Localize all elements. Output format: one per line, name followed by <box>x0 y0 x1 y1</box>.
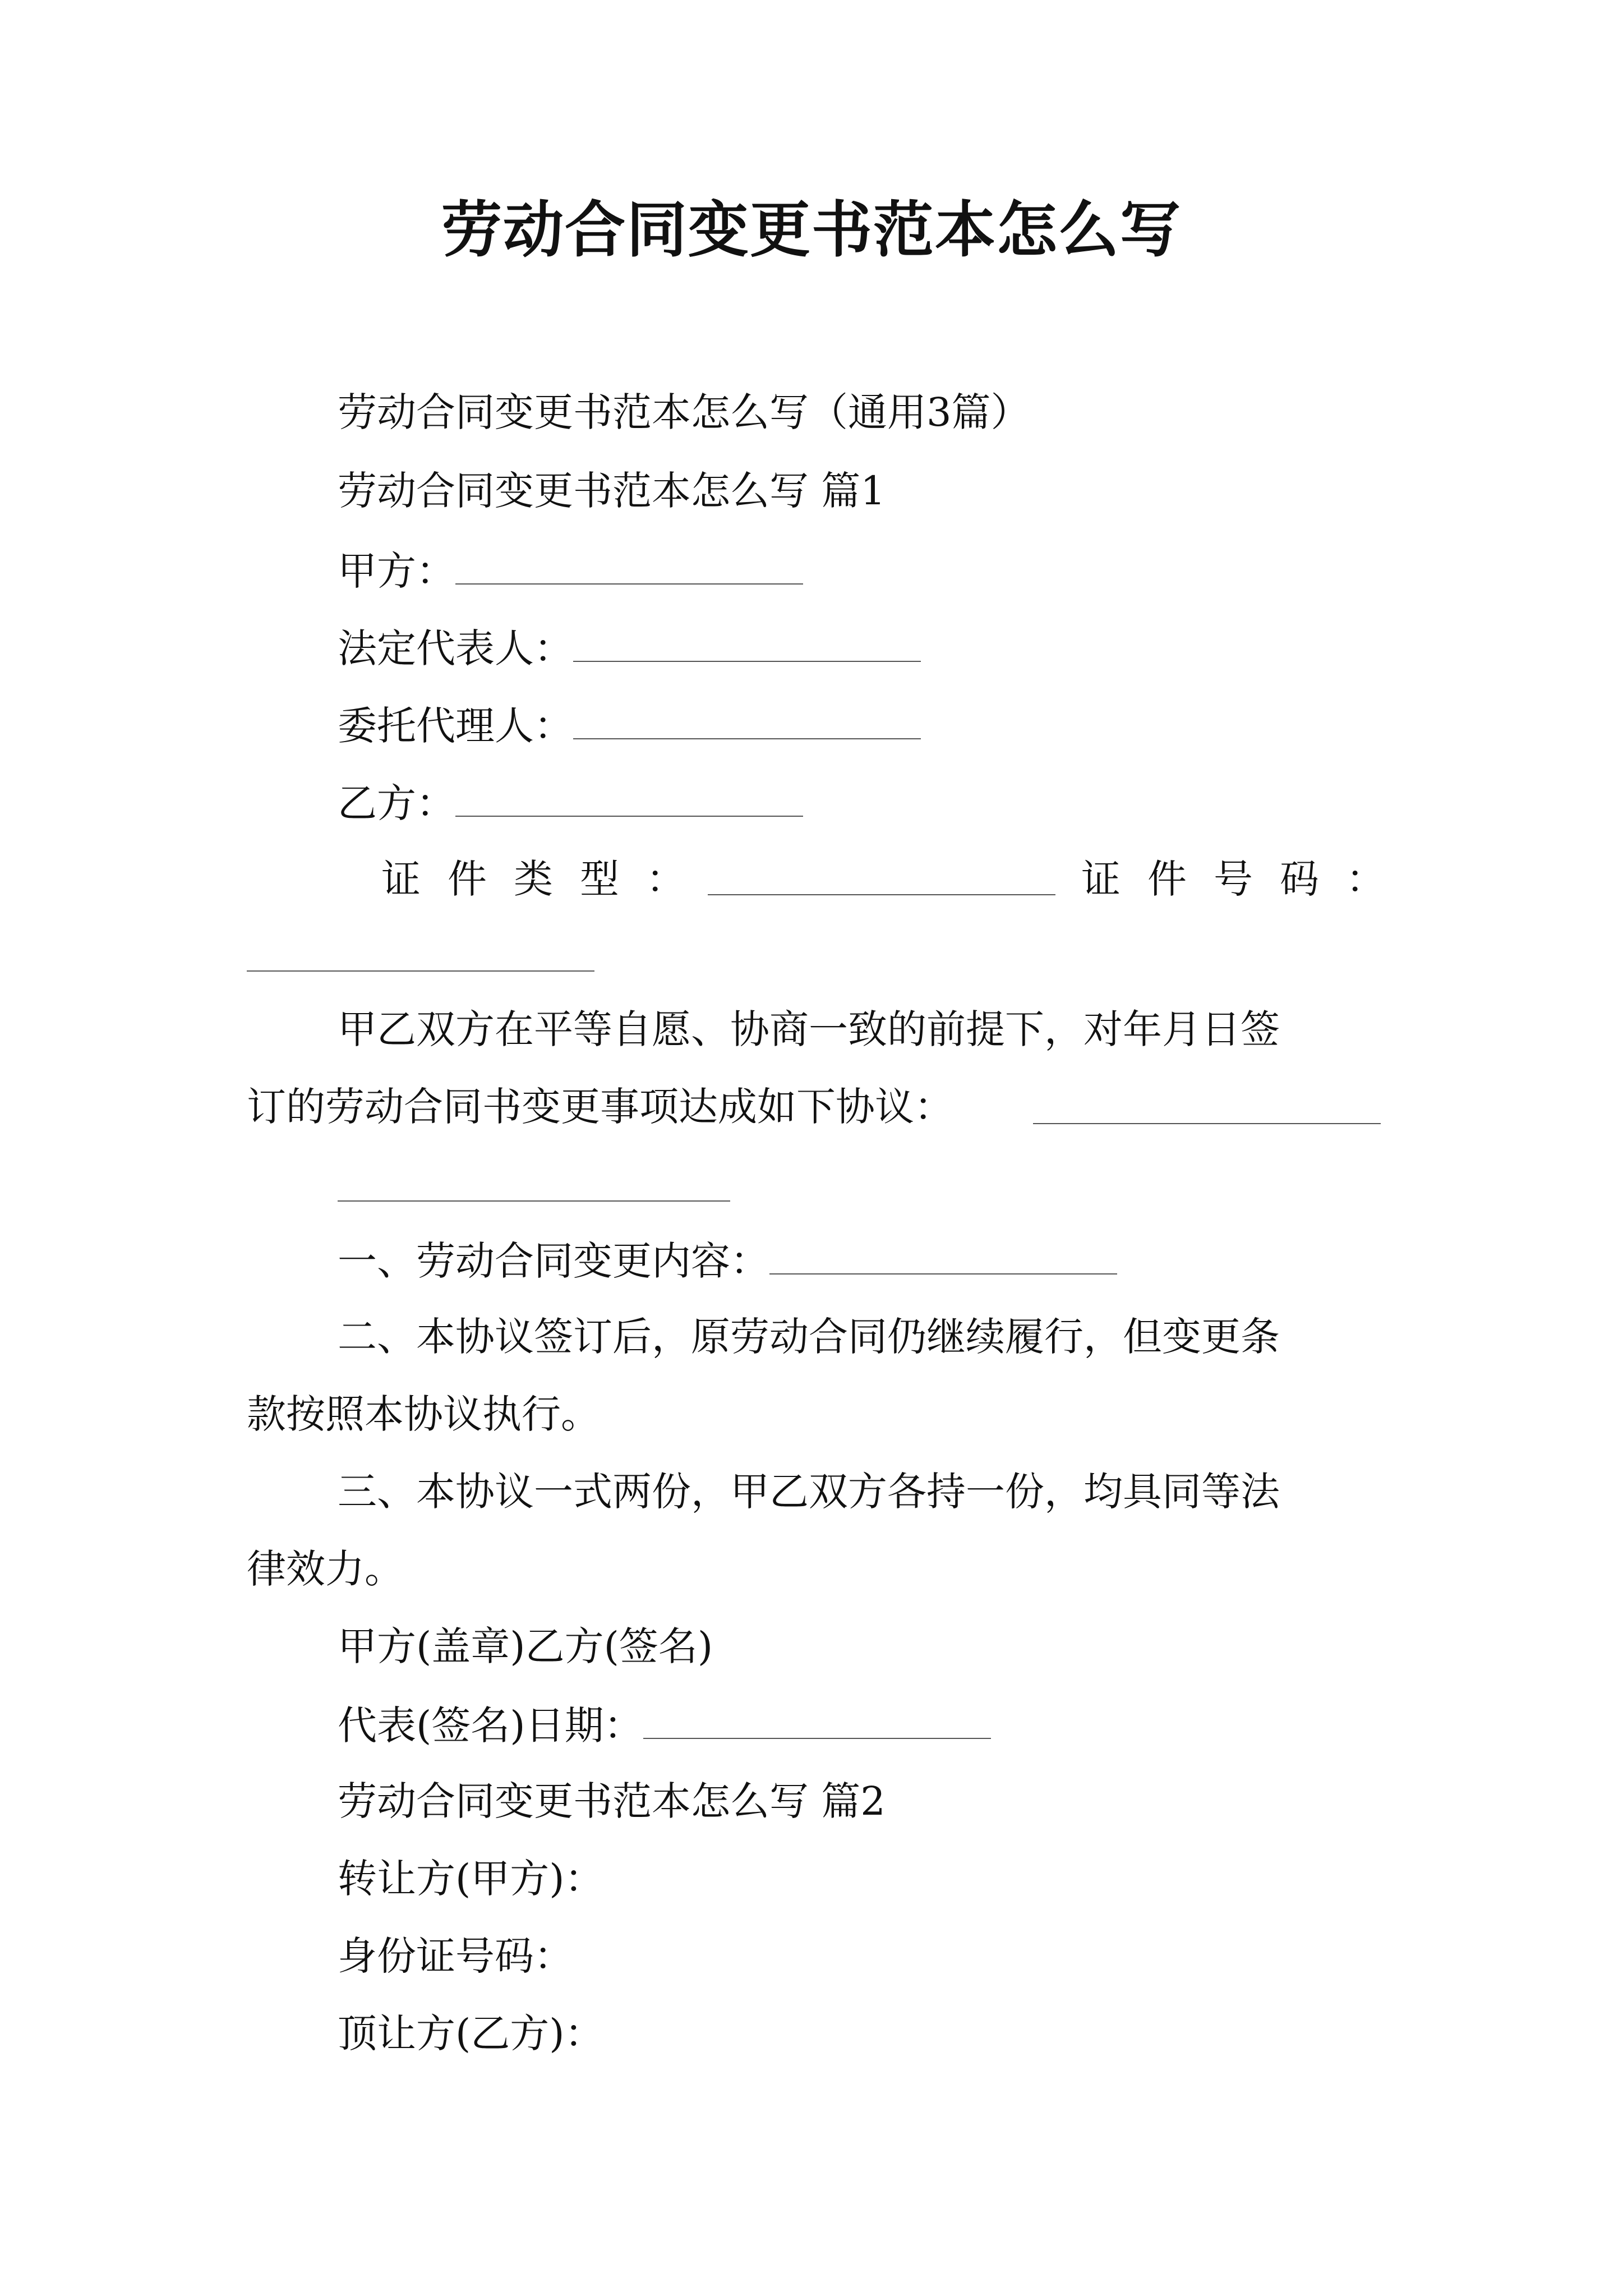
part1-heading: 劳动合同变更书范本怎么写 篇1 <box>338 468 886 514</box>
id-number-blank <box>247 970 594 972</box>
legal-rep-label: 法定代表人： <box>338 625 573 671</box>
clause-1-row <box>338 1234 1117 1286</box>
agent-label: 委托代理人： <box>338 703 573 749</box>
clause-1-blank <box>769 1234 1117 1274</box>
clause-1-label: 一、劳动合同变更内容： <box>338 1238 769 1284</box>
intro-line-2: 订的劳动合同书变更事项达成如下协议： <box>247 1084 953 1130</box>
party-a-row <box>338 544 803 596</box>
party-a-blank <box>455 544 803 585</box>
date-label: 代表(签名)日期： <box>338 1703 643 1749</box>
party-b-label: 乙方： <box>338 780 455 826</box>
transferor-label: 转让方(甲方)： <box>338 1856 604 1902</box>
agent-row <box>338 699 921 751</box>
clause-3-line-1: 三、本协议一式两份，甲乙双方各持一份，均具同等法 <box>338 1469 1280 1515</box>
intro-line-1: 甲乙双方在平等自愿、协商一致的前提下，对年月日签 <box>338 1006 1280 1052</box>
legal-rep-blank <box>573 622 921 662</box>
page-title: 劳动合同变更书范本怎么写 <box>441 195 1182 265</box>
signature-line: 甲方(盖章)乙方(签名) <box>338 1623 713 1669</box>
transferee-label: 顶让方(乙方)： <box>338 2010 604 2056</box>
party-b-blank <box>455 776 803 817</box>
party-a-label: 甲方： <box>338 548 455 594</box>
id-card-label: 身份证号码： <box>338 1933 573 1979</box>
id-type-blank <box>708 894 1055 895</box>
id-type-label: 证件类型： <box>381 856 712 902</box>
id-number-label: 证件号码： <box>1081 856 1412 902</box>
agreement-blank-1 <box>1033 1123 1381 1124</box>
subtitle: 劳动合同变更书范本怎么写（通用3篇） <box>338 389 1030 435</box>
agent-blank <box>573 699 921 739</box>
date-blank <box>643 1699 991 1739</box>
clause-2-line-1: 二、本协议签订后，原劳动合同仍继续履行，但变更条 <box>338 1314 1280 1360</box>
part2-heading: 劳动合同变更书范本怎么写 篇2 <box>338 1778 886 1824</box>
clause-3-line-2: 律效力。 <box>247 1546 404 1592</box>
party-b-row <box>338 776 803 829</box>
legal-rep-row <box>338 622 921 674</box>
clause-2-line-2: 款按照本协议执行。 <box>247 1391 600 1437</box>
date-row <box>338 1699 991 1751</box>
agreement-blank-2 <box>338 1200 730 1202</box>
